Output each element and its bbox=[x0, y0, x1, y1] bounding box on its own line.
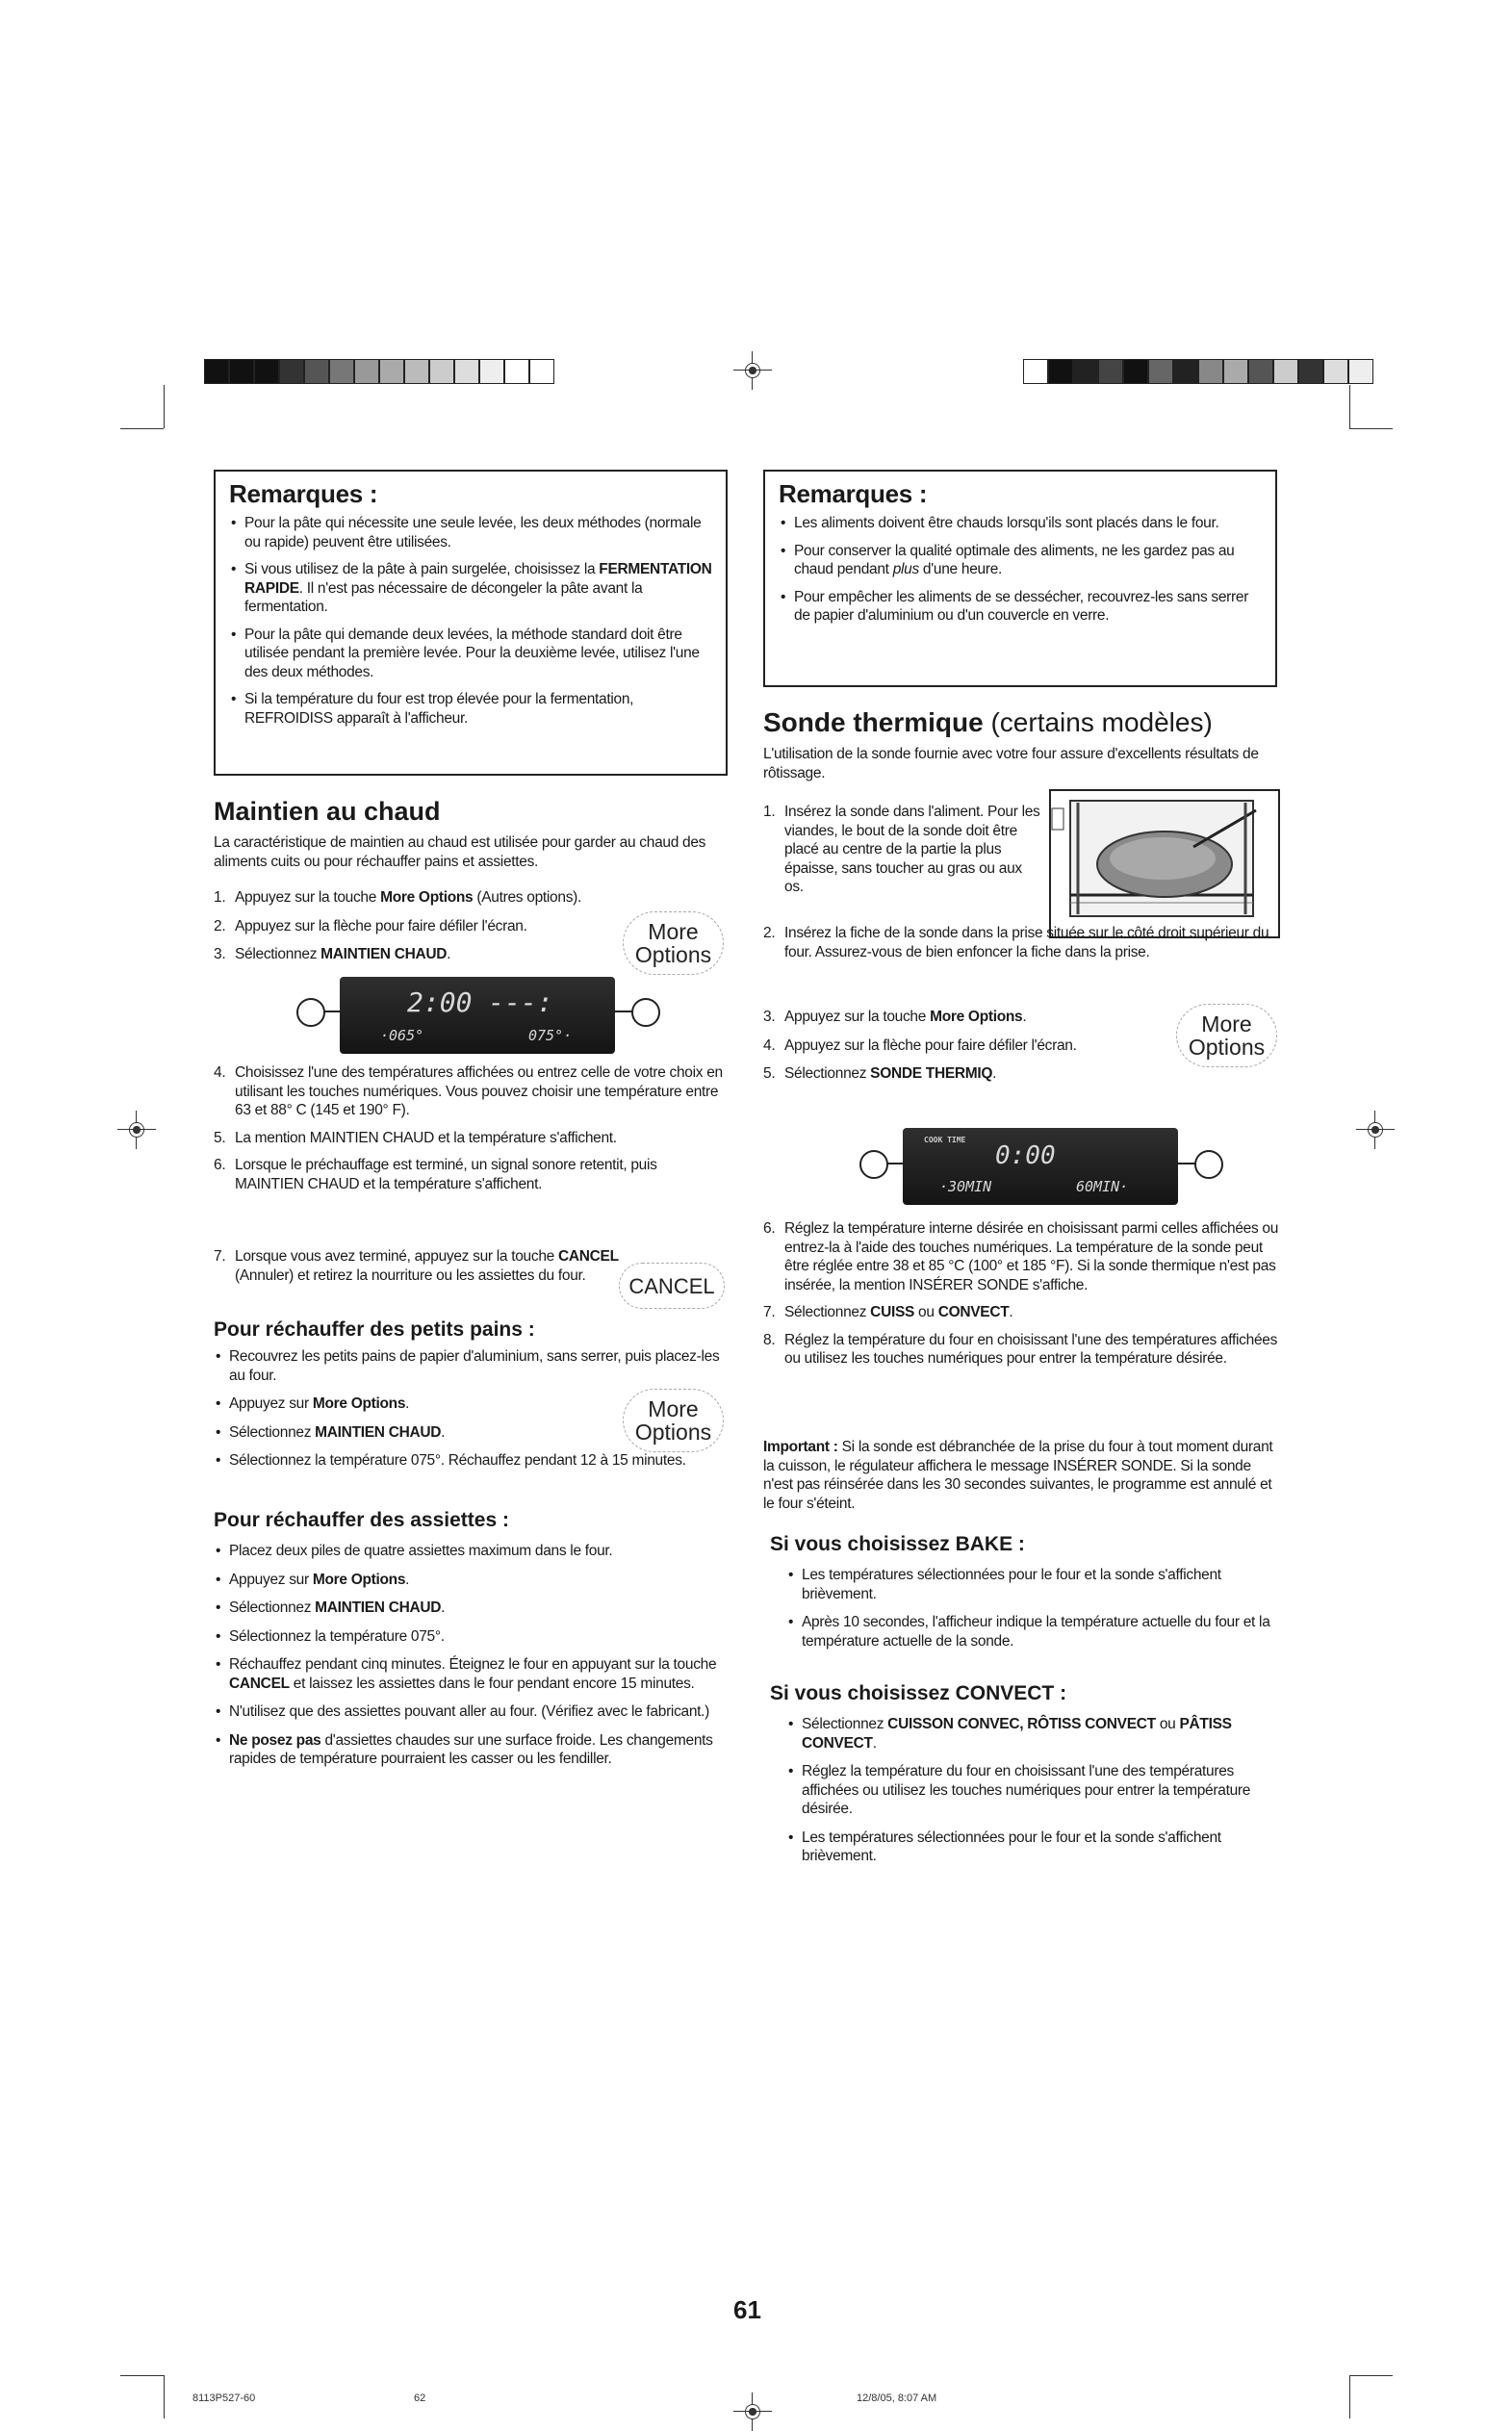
step-item: 3. Appuyez sur la touche More Options. bbox=[763, 1009, 1027, 1025]
crosshair-bottom-icon bbox=[741, 2400, 764, 2423]
display-right-value: 075°· bbox=[528, 1027, 573, 1044]
step-item: 2. Insérez la fiche de la sonde dans la prise située sur le côté droit supérieur du four. Assurez-vous de bien enfoncer la fiche dans la prise. bbox=[763, 925, 1269, 960]
list-item: • Ne posez pas d'assiettes chaudes sur une surface froide. Les changements rapides de température pourraient les casser ou les fendiller. bbox=[214, 1731, 733, 1769]
assiettes-list bbox=[214, 1542, 733, 1778]
more-options-button[interactable] bbox=[1176, 1004, 1277, 1067]
page-number: 61 bbox=[733, 2295, 761, 2324]
crop-mark bbox=[164, 385, 165, 428]
dial-left-icon bbox=[296, 998, 325, 1027]
connector-line bbox=[323, 1011, 341, 1012]
crop-mark bbox=[120, 2375, 164, 2376]
list-item: • Sélectionnez la température 075°. Réchauffez pendant 12 à 15 minutes. bbox=[214, 1451, 724, 1471]
list-item: • Placez deux piles de quatre assiettes maximum dans le four. bbox=[214, 1542, 733, 1561]
left-remarques-box bbox=[214, 470, 728, 776]
sonde-title-main: Sonde thermique bbox=[763, 707, 984, 737]
dial-right-icon bbox=[631, 998, 660, 1027]
connector-line bbox=[615, 1011, 632, 1012]
crosshair-top-icon bbox=[741, 359, 764, 382]
list-item: • Appuyez sur More Options. bbox=[214, 1395, 724, 1414]
maintien-steps-4-6 bbox=[214, 1063, 724, 1200]
maintien-steps-1-3 bbox=[214, 888, 618, 971]
step-item: 1. Appuyez sur la touche More Options (Autres options). bbox=[214, 889, 582, 906]
step-item: 6. Réglez la température interne désirée en choisissant parmi celles affichées ou entrez-la à l'aide des touches numériques. La température de la sonde peut être réglée entre 38 et 85 °C (100° et 185 °F). Si la sonde thermique n'est pas insérée, la mention INSÉRER SONDE s'affiche. bbox=[763, 1220, 1279, 1293]
connector-line bbox=[886, 1163, 904, 1164]
crop-mark bbox=[1349, 2375, 1350, 2418]
list-item: • N'utilisez que des assiettes pouvant aller au four. (Vérifiez avec le fabricant.) bbox=[214, 1702, 733, 1722]
crop-mark bbox=[120, 428, 164, 429]
crop-mark bbox=[1349, 428, 1393, 429]
sonde-step-2 bbox=[763, 924, 1283, 968]
maintien-step-7 bbox=[214, 1247, 628, 1292]
right-remarques-box bbox=[763, 470, 1277, 687]
list-item: • Sélectionnez MAINTIEN CHAUD. bbox=[214, 1423, 724, 1443]
display-left-value: ·065° bbox=[380, 1027, 424, 1044]
step-item: 1. Insérez la sonde dans l'aliment. Pour les viandes, le bout de la sonde doit être placé au centre de la partie la plus épaisse, sans toucher au gras ou aux os. bbox=[763, 804, 1040, 895]
display-main: 0:00 bbox=[995, 1141, 1056, 1170]
maintien-intro: La caractéristique de maintien au chaud est utilisée pour garder au chaud des aliments cuits ou pour réchauffer pains et assiettes. bbox=[214, 834, 706, 870]
display-tag: COOK TIME bbox=[924, 1136, 966, 1144]
display-left-value: ·30MIN bbox=[939, 1178, 992, 1195]
list-item: • Sélectionnez MAINTIEN CHAUD. bbox=[214, 1599, 733, 1618]
convect-list bbox=[786, 1715, 1277, 1875]
list-item: • Sélectionnez la température 075°. bbox=[214, 1627, 733, 1647]
step-item: 3. Sélectionnez MAINTIEN CHAUD. bbox=[214, 946, 451, 962]
maintien-title: Maintien au chaud bbox=[214, 797, 441, 826]
sonde-title-suffix: (certains modèles) bbox=[983, 707, 1213, 737]
list-item: • Les aliments doivent être chauds lorsqu'ils sont placés dans le four. bbox=[779, 514, 1266, 533]
step-item: 2. Appuyez sur la flèche pour faire défiler l'écran. bbox=[214, 917, 527, 934]
crop-mark bbox=[1349, 2375, 1393, 2376]
more-options-line2: Options bbox=[634, 1420, 712, 1445]
list-item: • Si la température du four est trop élevée pour la fermentation, REFROIDISS apparaît à l'afficheur. bbox=[229, 690, 714, 728]
sonde-important: Important : Si la sonde est débranchée de la prise du four à tout moment durant la cuisson, le régulateur affichera le message INSÉRER SONDE. Si la sonde n'est pas réinsérée dans les 30 secondes suivantes, le programme est annulé et le four s'éteint. bbox=[763, 1439, 1273, 1512]
step-item: 5. La mention MAINTIEN CHAUD et la température s'affichent. bbox=[214, 1129, 617, 1146]
oven-display-maintien bbox=[340, 977, 615, 1054]
step-item: 7. Sélectionnez CUISS ou CONVECT. bbox=[763, 1304, 1013, 1320]
bake-title: Si vous choisissez BAKE : bbox=[770, 1533, 1025, 1555]
more-options-line2: Options bbox=[1188, 1035, 1266, 1060]
more-options-line1: More bbox=[648, 919, 699, 944]
more-options-button[interactable] bbox=[623, 911, 724, 975]
crosshair-right-icon bbox=[1364, 1118, 1387, 1141]
connector-line bbox=[1178, 1163, 1195, 1164]
list-item: • Les températures sélectionnées pour le four et la sonde s'affichent brièvement. bbox=[786, 1566, 1277, 1603]
convect-title: Si vous choisissez CONVECT : bbox=[770, 1682, 1067, 1704]
more-options-button[interactable] bbox=[623, 1389, 724, 1452]
list-item: • Sélectionnez CUISSON CONVEC, RÔTISS CONVECT ou PÂTISS CONVECT. bbox=[786, 1715, 1277, 1753]
sonde-title bbox=[763, 707, 1213, 738]
dial-left-icon bbox=[859, 1150, 888, 1179]
cancel-button[interactable]: CANCEL bbox=[619, 1263, 725, 1309]
list-item: • Appuyez sur More Options. bbox=[214, 1571, 733, 1590]
more-options-line2: Options bbox=[634, 942, 712, 967]
left-remarques-title: Remarques : bbox=[229, 479, 378, 508]
sonde-intro: L'utilisation de la sonde fournie avec votre four assure d'excellents résultats de rôtissage. bbox=[763, 746, 1259, 781]
step-item: 7. Lorsque vous avez terminé, appuyez sur la touche CANCEL (Annuler) et retirez la nourriture ou les assiettes du four. bbox=[214, 1248, 619, 1284]
list-item: • Pour empêcher les aliments de se dessécher, recouvrez-les sans serrer de papier d'aluminium ou d'un couvercle en verre. bbox=[779, 588, 1266, 626]
assiettes-title: Pour réchauffer des assiettes : bbox=[214, 1509, 509, 1531]
step-item: 8. Réglez la température du four en choisissant l'une des températures affichées ou utilisez les touches numériques pour entrer la température désirée. bbox=[763, 1331, 1278, 1367]
display-main: 2:00 ---: bbox=[407, 986, 553, 1018]
list-item: • Réchauffez pendant cinq minutes. Éteignez le four en appuyant sur la touche CANCEL et laissez les assiettes dans le four pendant encore 15 minutes. bbox=[214, 1655, 733, 1693]
registration-bar-right bbox=[1023, 359, 1373, 382]
list-item: • Réglez la température du four en choisissant l'une des températures affichées ou utilisez les touches numériques pour entrer la température désirée. bbox=[786, 1762, 1277, 1819]
list-item: • Les températures sélectionnées pour le four et la sonde s'affichent brièvement. bbox=[786, 1829, 1277, 1866]
list-item: • Après 10 secondes, l'afficheur indique la température actuelle du four et la température actuelle de la sonde. bbox=[786, 1613, 1277, 1651]
registration-bar-left bbox=[204, 359, 554, 382]
sonde-steps-3-5 bbox=[763, 1008, 1167, 1090]
crosshair-left-icon bbox=[125, 1118, 148, 1141]
oven-probe-illustration bbox=[1049, 789, 1280, 938]
footer-page: 62 bbox=[414, 2393, 426, 2404]
more-options-line1: More bbox=[1201, 1011, 1252, 1036]
more-options-line1: More bbox=[648, 1396, 699, 1421]
footer-date: 12/8/05, 8:07 AM bbox=[857, 2393, 937, 2404]
oven-display-sonde bbox=[903, 1128, 1178, 1205]
dial-right-icon bbox=[1194, 1150, 1223, 1179]
list-item: • Pour conserver la qualité optimale des aliments, ne les gardez pas au chaud pendant plus d'une heure. bbox=[779, 542, 1266, 579]
sonde-steps-6-8 bbox=[763, 1219, 1283, 1375]
petits-pains-title: Pour réchauffer des petits pains : bbox=[214, 1318, 535, 1341]
step-item: 5. Sélectionnez SONDE THERMIQ. bbox=[763, 1065, 997, 1082]
right-remarques-title: Remarques : bbox=[779, 479, 928, 508]
footer-code: 8113P527-60 bbox=[192, 2393, 256, 2404]
list-item: • Si vous utilisez de la pâte à pain surgelée, choisissez la FERMENTATION RAPIDE. Il n'est pas nécessaire de décongeler la pâte avant la fermentation. bbox=[229, 560, 714, 617]
step-item: 4. Appuyez sur la flèche pour faire défiler l'écran. bbox=[763, 1036, 1077, 1054]
list-item: • Pour la pâte qui demande deux levées, la méthode standard doit être utilisée pendant la première levée. Pour la deuxième levée, utilisez l'une des deux méthodes. bbox=[229, 626, 714, 682]
list-item: • Recouvrez les petits pains de papier d'aluminium, sans serrer, puis placez-les au four. bbox=[214, 1347, 724, 1385]
step-item: 6. Lorsque le préchauffage est terminé, un signal sonore retentit, puis MAINTIEN CHAUD et la température s'affichent. bbox=[214, 1157, 657, 1192]
display-right-value: 60MIN· bbox=[1076, 1178, 1129, 1195]
crop-mark bbox=[1349, 385, 1350, 428]
crop-mark bbox=[164, 2375, 165, 2418]
step-item: 4. Choisissez l'une des températures affichées ou entrez celle de votre choix en utilisant les touches numériques. Vous pouvez choisir une température entre 63 et 88° C (145 et 190° F). bbox=[214, 1064, 723, 1118]
list-item: • Pour la pâte qui nécessite une seule levée, les deux méthodes (normale ou rapide) peuvent être utilisées. bbox=[229, 514, 714, 551]
sonde-step-1 bbox=[763, 803, 1042, 904]
bake-list bbox=[786, 1566, 1277, 1659]
